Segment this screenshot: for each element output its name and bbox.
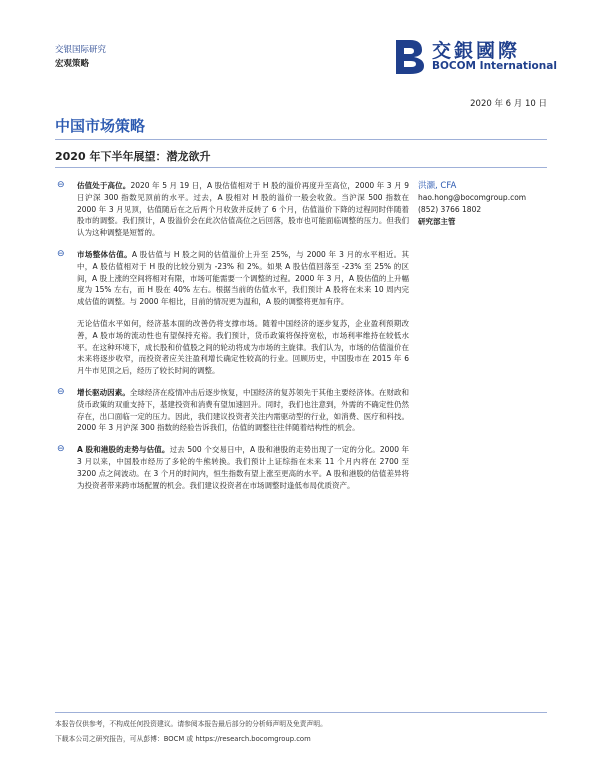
- item-lead: 估值处于高位。: [77, 181, 131, 190]
- footer-divider: [55, 712, 547, 713]
- paragraph-text: 无论估值水平如何，经济基本面的改善仍将支撑市场。随着中国经济的逐步复苏，企业盈利预期改善，A 股市场的流动性也有望保持充裕。我们预计，货币政策将保持宽松，市场利率维持在较低水平。在这种环境下，成长股和价值股之间的轮动将成为市场的主旋律。我们认为，市场的估值溢价在未来将逐步收窄，而投资者应关注盈利增长确定性较高的行业。回顾历史，中国股市在 2015 年 6 月牛市见顶之后，经历了较长时间的调整。: [77, 318, 409, 376]
- body-item: [57, 249, 409, 308]
- item-text: 全球经济在疫情冲击后逐步恢复，中国经济的复苏领先于其他主要经济体。在财政和货币政策的双重支持下，基建投资和消费有望加速回升。同时，我们也注意到，外需的不确定性仍然存在，出口面临一定的压力。因此，我们建议投资者关注内需驱动型的行业，如消费、医疗和科技。2000 年 3 月沪深 300 指数的经验告诉我们，估值的调整往往伴随着结构性的机会。: [77, 387, 410, 433]
- item-lead: 市场整体估值。: [77, 249, 132, 259]
- bocom-logo: [392, 36, 562, 78]
- analyst-email[interactable]: hao.hong@bocomgroup.com: [418, 193, 527, 202]
- bullet-marker-icon: ⊖: [57, 386, 65, 397]
- bullet-marker-icon: ⊖: [57, 444, 65, 455]
- body-item: [57, 387, 409, 434]
- item-text: A 股估值与 H 股之间的估值溢价上升至 25%，与 2000 年 3 月的水平相近。其中，A 股估值相对于 H 股的比较分别为 -23% 和 2%。如果 A 股估值回落至 -23% 至 25% 的区间，A 股上涨的空间将相对有限，市场可能需要一个调整的过程。2000 年 3 月，A 股估值的上升幅度为 15% 左右，而 H 股在 40% 左右。根据当前的估值水平，我们预计 A 股将在未来 10 周内完成估值的调整。与 2000 年相比，目前的情况更为温和，A 股的调整将更加有序。: [77, 249, 410, 307]
- title-divider: [55, 139, 547, 140]
- body-item: [57, 444, 409, 491]
- item-text: 2020 年 5 月 19 日，A 股估值相对于 H 股的溢价再度升至高位，2000 年 3 月 9 日沪深 300 指数见顶前的水平。过去，A 股相对 H 股的溢价一般会收敛。当沪深 500 指数在 2000 年 3 月见顶，估值随后在之后两个月收敛并反转了 6 个月，估值溢价下降的过程同时伴随着股市的调整。我们预计，A 股溢价会在此次估值高位之后回落，股市也可能面临调整的压力。但我们认为这种调整是短暂的。: [77, 181, 409, 238]
- report-date: 2020 年 6 月 10 日: [470, 99, 547, 109]
- logo-english: BOCOM International: [432, 60, 557, 72]
- item-text: 过去 500 个交易日中，A 股和港股的走势出现了一定的分化。2000 年 3 月以来，中国股市经历了多轮的牛熊转换。我们预计上证综指在未来 11 个月内将在 2700 至 3200 点之间波动。在 3 个月的时间内，恒生指数有望上涨至更高的水平。A 股和港股的估值差异将为投资者带来跨市场配置的机会。我们建议投资者在市场调整时逢低布局优质资产。: [77, 445, 409, 490]
- footer-download[interactable]: 下载本公司之研究报告，可从彭博：BOCM 或 https://research.bocomgroup.com: [55, 735, 311, 743]
- bullet-marker-icon: ⊖: [57, 180, 65, 190]
- body-paragraph: [57, 318, 409, 377]
- item-lead: 增长驱动因素。: [77, 387, 130, 397]
- report-category: 宏观策略: [55, 59, 90, 69]
- report-subtitle: 2020 年下半年展望：潜龙欲升: [55, 150, 211, 163]
- institute-name: 交银国际研究: [55, 45, 107, 55]
- subtitle-divider: [55, 167, 547, 168]
- analyst-phone: (852) 3766 1802: [418, 205, 482, 214]
- analyst-panel: [418, 180, 558, 228]
- bocom-logo-icon: [392, 36, 426, 76]
- body-item: [57, 180, 409, 239]
- footer-disclaimer: 本报告仅供参考，不构成任何投资建议。请参阅本报告最后部分的分析师声明及免责声明。: [55, 720, 327, 728]
- item-lead: A 股和港股的走势与估值。: [77, 445, 170, 455]
- logo-chinese: 交銀國際: [432, 40, 521, 62]
- analyst-name: 洪灏, CFA: [418, 181, 457, 191]
- bullet-marker-icon: ⊖: [57, 248, 65, 259]
- header-left: [55, 43, 106, 71]
- report-title: 中国市场策略: [55, 117, 146, 135]
- analyst-role: 研究部主管: [418, 217, 456, 226]
- report-body: [57, 180, 409, 501]
